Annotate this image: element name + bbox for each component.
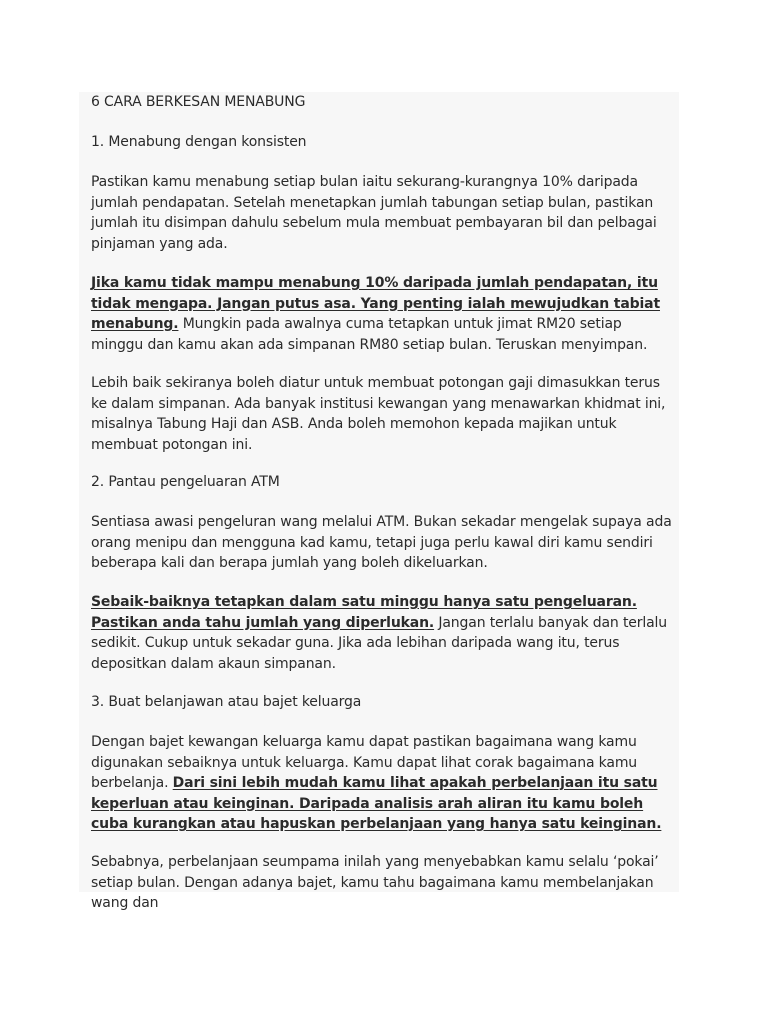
paragraph-1-3: Lebih baik sekiranya boleh diatur untuk membuat potongan gaji dimasukkan terus ke dalam simpanan. Ada banyak institusi kewangan yang menawarkan khidmat ini, misalnya Tabung Haji dan ASB. Anda boleh memohon kepada majikan untuk membuat potongan ini. [91, 375, 666, 453]
section-heading-2: 2. Pantau pengeluaran ATM [91, 474, 280, 490]
paragraph-2-1: Sentiasa awasi pengeluran wang melalui ATM. Bukan sekadar mengelak supaya ada orang menipu dan mengguna kad kamu, tetapi juga perlu kawal diri kamu sendiri beberapa kali dan berapa jumlah yang boleh dikeluarkan. [91, 514, 672, 571]
paragraph-text: Jangan terlalu banyak dan terlalu sedikit. Cukup untuk sekadar guna. Jika ada lebihan daripada wang itu, terus depositkan dalam akaun simpanan. [91, 614, 667, 672]
paragraph-text: Dengan bajet kewangan keluarga kamu dapat pastikan bagaimana wang kamu digunakan sebaiknya untuk keluarga. Kamu dapat lihat corak bagaimana kamu berbelanja. [91, 734, 638, 791]
paragraph-1-2 [91, 273, 673, 355]
highlighted-text: Dari sini lebih mudah kamu lihat apakah perbelanjaan itu satu keperluan atau keinginan. Daripada analisis arah aliran itu kamu boleh cuba kurangkan atau hapuskan perbelanjaan yang hanya satu keinginan. [91, 775, 662, 832]
section-heading-3: 3. Buat belanjawan atau bajet keluarga [91, 694, 362, 710]
document-title: 6 CARA BERKESAN MENABUNG [91, 94, 306, 110]
paragraph-2-2 [91, 592, 673, 674]
highlighted-text: Sebaik-baiknya tetapkan dalam satu minggu hanya satu pengeluaran. Pastikan anda tahu jumlah yang diperlukan. [91, 594, 637, 631]
section-heading-1: 1. Menabung dengan konsisten [91, 134, 307, 150]
paragraph-1-1: Pastikan kamu menabung setiap bulan iaitu sekurang-kurangnya 10% daripada jumlah pendapatan. Setelah menetapkan jumlah tabungan setiap bulan, pastikan jumlah itu disimpan dahulu sebelum mula membuat pembayaran bil dan pelbagai pinjaman yang ada. [91, 174, 657, 252]
paragraph-3-2: Sebabnya, perbelanjaan seumpama inilah yang menyebabkan kamu selalu ‘pokai’ setiap bulan. Dengan adanya bajet, kamu tahu bagaimana kamu membelanjakan wang dan [91, 854, 659, 911]
document-page [79, 92, 679, 911]
highlighted-text: Jika kamu tidak mampu menabung 10% daripada jumlah pendapatan, itu tidak mengapa. Jangan putus asa. Yang penting ialah mewujudkan tabiat menabung. [91, 275, 660, 332]
paragraph-text: Mungkin pada awalnya cuma tetapkan untuk jimat RM20 setiap minggu dan kamu akan ada simpanan RM80 setiap bulan. Teruskan menyimpan. [91, 316, 648, 353]
paragraph-3-1 [91, 732, 673, 835]
